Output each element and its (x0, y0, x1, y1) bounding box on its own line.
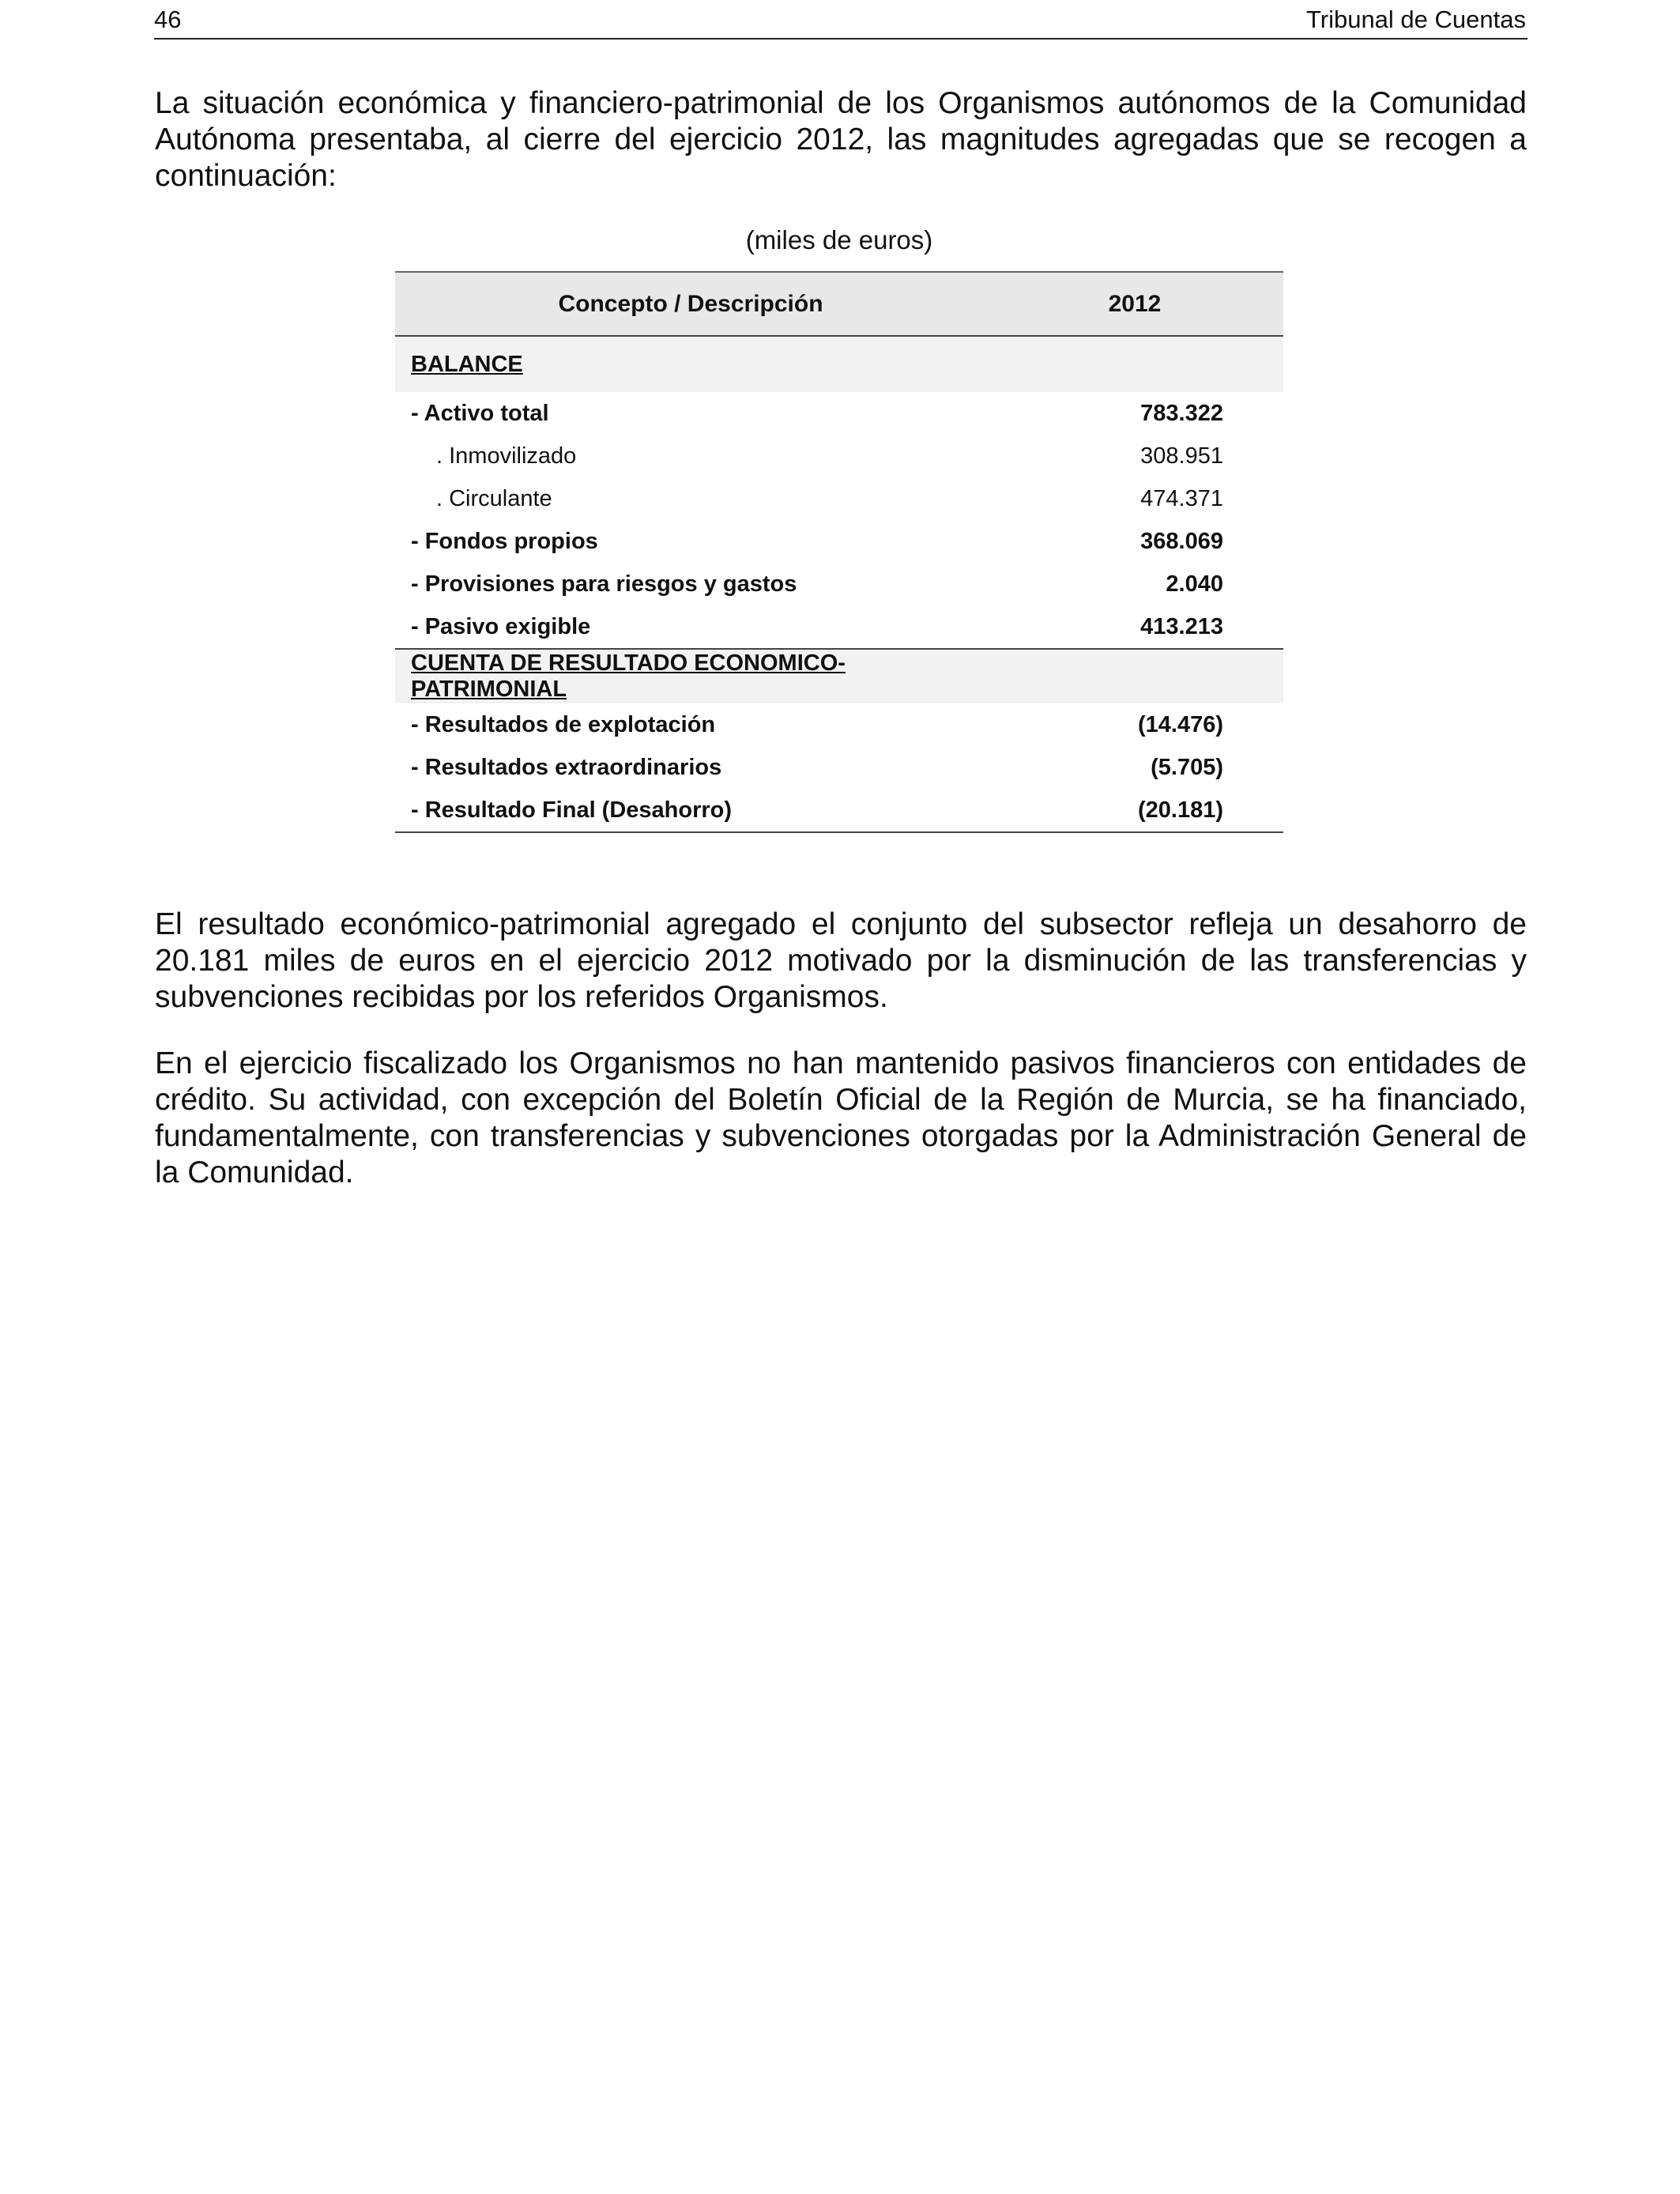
row-label: - Resultado Final (Desahorro) (395, 789, 986, 832)
row-label: - Provisiones para riesgos y gastos (411, 571, 797, 597)
table-row (395, 789, 1283, 832)
page-number: 46 (154, 6, 182, 33)
row-label: - Resultados extraordinarios (411, 754, 722, 780)
row-value: (14.476) (1137, 711, 1223, 737)
row-value: 413.213 (1140, 613, 1223, 639)
financial-summary-table (395, 271, 1283, 833)
row-value: 368.069 (1140, 528, 1223, 554)
row-value: 308.951 (1140, 443, 1223, 469)
row-label: . Circulante (436, 485, 552, 511)
table-row (395, 392, 1283, 435)
row-value: 2.040 (1166, 571, 1223, 597)
section-title: BALANCE (395, 336, 986, 392)
row-value: 783.322 (1140, 400, 1223, 426)
row-label: - Activo total (411, 400, 549, 426)
table-row (395, 703, 1283, 746)
intro-paragraph: La situación económica y financiero-patrimonial de los Organismos autónomos de la Comunidad Autónoma presentaba, al cierre del ejercicio 2012, las magnitudes agregadas que se recogen a continuación: (155, 86, 1527, 193)
running-header-title: Tribunal de Cuentas (1305, 6, 1526, 33)
section-balance (395, 336, 1283, 392)
row-value: (20.181) (986, 789, 1283, 832)
row-value: (5.705) (1151, 754, 1223, 780)
table-row (395, 563, 1283, 605)
section-results (395, 649, 1283, 703)
row-label: - Pasivo exigible (411, 613, 591, 639)
result-paragraph: El resultado económico-patrimonial agregado el conjunto del subsector refleja un desahorro de 20.181 miles de euros en el ejercicio 2012 motivado por la disminución de las transferencias y subvenciones recibidas por los referidos Organismos. (155, 907, 1527, 1014)
row-label: - Resultados de explotación (411, 711, 716, 737)
column-header-year: 2012 (986, 272, 1283, 336)
table-row (395, 520, 1283, 563)
table-row (395, 746, 1283, 789)
table-row (395, 477, 1283, 520)
page-header (154, 6, 1527, 40)
table-row (395, 435, 1283, 477)
table-row (395, 605, 1283, 649)
financing-paragraph: En el ejercicio fiscalizado los Organismos no han mantenido pasivos financieros con entidades de crédito. Su actividad, con excepción del Boletín Oficial de la Región de Murcia, se ha financiado, fundamentalmente, con transferencias y subvenciones otorgadas por la Administración General de la Comunidad. (155, 1046, 1527, 1189)
column-header-concept: Concepto / Descripción (395, 272, 986, 336)
row-label: . Inmovilizado (436, 443, 577, 469)
table-header-row (395, 272, 1283, 336)
section-title: CUENTA DE RESULTADO ECONOMICO-PATRIMONIAL (395, 649, 986, 703)
row-label: - Fondos propios (411, 528, 598, 554)
table-units-caption: (miles de euros) (745, 225, 933, 254)
row-value: 474.371 (1140, 485, 1223, 511)
